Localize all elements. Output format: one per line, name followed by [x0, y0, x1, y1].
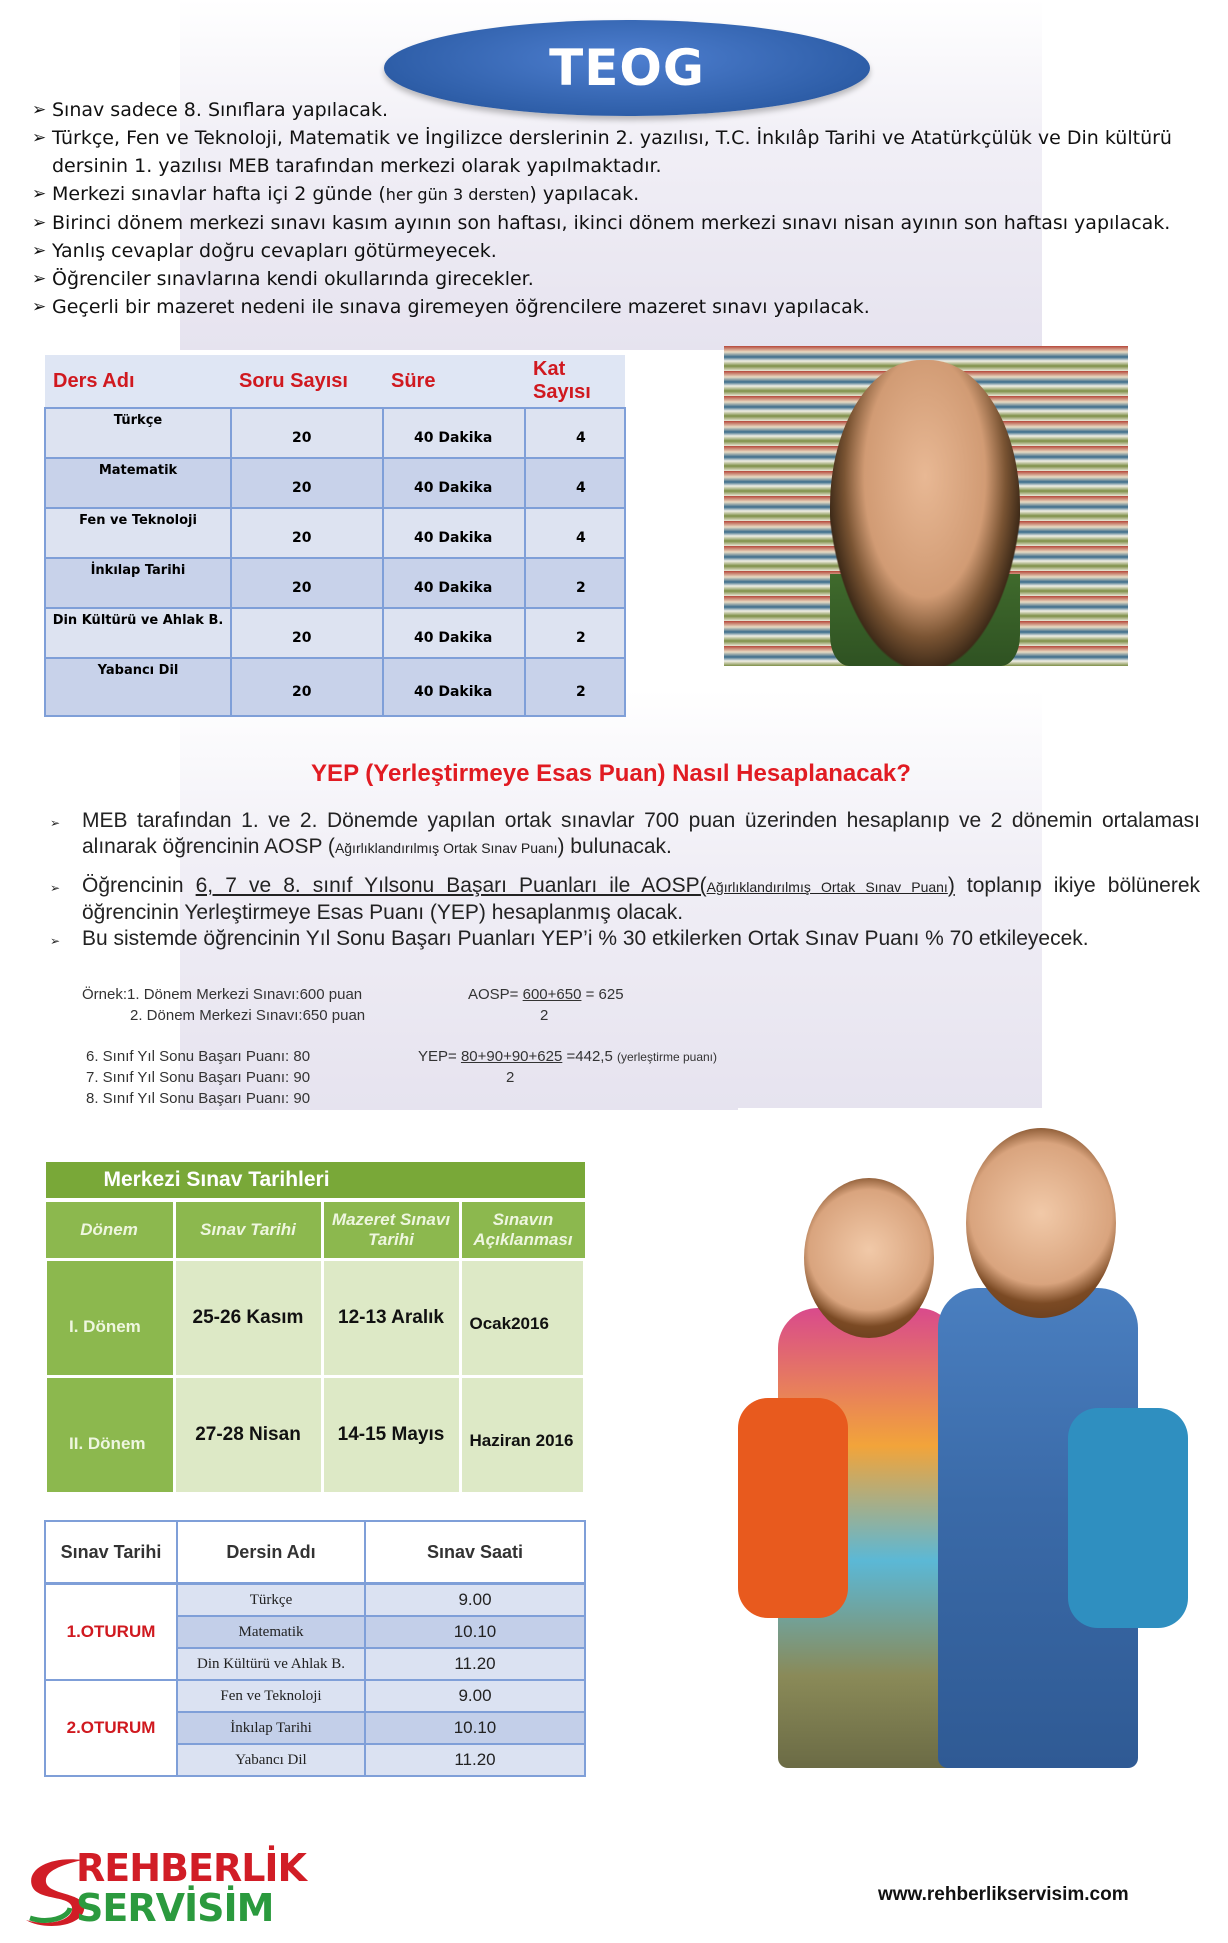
aosp-formula: AOSP= 600+650 = 625 [468, 986, 624, 1003]
course-name: Din Kültürü ve Ahlak B. [177, 1648, 365, 1680]
result-date: Haziran 2016 [460, 1377, 585, 1494]
duration: 40 Dakika [383, 608, 525, 658]
coefficient: 2 [525, 608, 625, 658]
table-row [45, 658, 625, 716]
exam-time: 9.00 [365, 1680, 585, 1712]
info-bullets [32, 96, 1202, 321]
table-row [45, 608, 625, 658]
course-name: İnkılap Tarihi [177, 1712, 365, 1744]
term-label: I. Dönem [46, 1260, 175, 1377]
header-cell: Soru Sayısı [231, 355, 383, 408]
girl-right-head [966, 1128, 1116, 1318]
student-with-books-photo [724, 346, 1128, 666]
bullet-item: ➢ Yanlış cevaplar doğru cevapları götürmeyecek. [32, 237, 1202, 265]
student-face [830, 360, 1020, 666]
aosp-denominator: 2 [540, 1007, 549, 1024]
bullet-item: ➢ Sınav sadece 8. Sınıflara yapılacak. [32, 96, 1202, 124]
header-cell: Sınav Tarihi [45, 1521, 177, 1584]
header-cell: Süre [383, 355, 525, 408]
exam-time: 11.20 [365, 1744, 585, 1776]
exam-time: 9.00 [365, 1584, 585, 1617]
yep-denominator: 2 [506, 1069, 515, 1086]
girl-left-head [804, 1178, 934, 1338]
coefficient: 2 [525, 558, 625, 608]
course-table-header [45, 355, 625, 408]
yep-paragraph: ➢ MEB tarafından 1. ve 2. Dönemde yapılan ortak sınavlar 700 puan üzerinden hesaplanıp ve 2 dönemin ortalaması alınarak öğrencinin AOSP (Ağırlıklandırılmış Ortak Sınav Puanı) bulunacak. [50, 808, 1200, 861]
logo-line-1: REHBERLİK [76, 1846, 307, 1890]
bullet-item: ➢ Öğrenciler sınavlarına kendi okullarında girecekler. [32, 265, 1202, 293]
orange-backpack [738, 1398, 848, 1618]
exam-date: 27-28 Nisan [174, 1377, 322, 1494]
course-name: Fen ve Teknoloji [45, 508, 231, 558]
header-cell: Sınavın Açıklanması [460, 1200, 585, 1260]
question-count: 20 [231, 408, 383, 458]
bullet-item: ➢ Birinci dönem merkezi sınavı kasım ayının son haftası, ikinci dönem merkezi sınavı nisan ayının son haftası yapılacak. [32, 209, 1202, 237]
course-name: Din Kültürü ve Ahlak B. [45, 608, 231, 658]
yep-paragraph: ➢ Öğrencinin 6, 7 ve 8. sınıf Yılsonu Başarı Puanları ile AOSP(Ağırlıklandırılmış Ortak Sınav Puanı) toplanıp ikiye bölünerek öğrencinin Yerleştirmeye Esas Puanı (YEP) hesaplanmış olacak. [50, 873, 1200, 926]
table-row [46, 1377, 585, 1494]
yep-paragraph: ➢ Bu sistemde öğrencinin Yıl Sonu Başarı Puanları YEP’i % 30 etkilerken Ortak Sınav Puanı % 70 etkileyecek. [50, 926, 1200, 952]
course-name: Türkçe [45, 408, 231, 458]
table-row [46, 1260, 585, 1377]
yep-explanation [50, 808, 1200, 964]
rehberlik-servisim-logo [22, 1846, 307, 1932]
duration: 40 Dakika [383, 558, 525, 608]
example-line: Örnek:1. Dönem Merkezi Sınavı:600 puan [82, 986, 363, 1003]
exam-dates-table [44, 1162, 586, 1495]
website-url: www.rehberlikservisim.com [878, 1884, 1129, 1905]
question-count: 20 [231, 458, 383, 508]
header-cell: Sınav Tarihi [174, 1200, 322, 1260]
header-cell: Kat Sayısı [525, 355, 625, 408]
bullet-item: ➢ Türkçe, Fen ve Teknoloji, Matematik ve İngilizce derslerinin 2. yazılısı, T.C. İnkılâp Tarihi ve Atatürkçülük ve Din kültürü dersinin 1. yazılısı MEB tarafından merkezi olarak yapılmaktadır. [32, 124, 1202, 180]
exam-dates-caption: Merkezi Sınav Tarihleri [46, 1162, 585, 1200]
table-row [45, 1680, 585, 1712]
duration: 40 Dakika [383, 658, 525, 716]
bullet-item: ➢ Geçerli bir mazeret nedeni ile sınava giremeyen öğrencilere mazeret sınavı yapılacak. [32, 293, 1202, 321]
coefficient: 4 [525, 458, 625, 508]
students-with-backpacks-photo [738, 1108, 1190, 1768]
exam-time: 11.20 [365, 1648, 585, 1680]
session-label: 2.OTURUM [45, 1680, 177, 1776]
course-name: Matematik [177, 1616, 365, 1648]
exam-time: 10.10 [365, 1616, 585, 1648]
course-name: Yabancı Dil [177, 1744, 365, 1776]
duration: 40 Dakika [383, 508, 525, 558]
course-name: Matematik [45, 458, 231, 508]
question-count: 20 [231, 508, 383, 558]
course-name: Türkçe [177, 1584, 365, 1617]
coefficient: 4 [525, 408, 625, 458]
table-row [45, 1584, 585, 1617]
exam-dates-header [46, 1200, 585, 1260]
duration: 40 Dakika [383, 458, 525, 508]
example-line: 2. Dönem Merkezi Sınavı:650 puan [130, 1007, 366, 1024]
grade-line: 6. Sınıf Yıl Sonu Başarı Puanı: 80 [86, 1048, 311, 1065]
coefficient: 2 [525, 658, 625, 716]
page-title: TEOG [549, 39, 705, 97]
makeup-date: 12-13 Aralık [322, 1260, 460, 1377]
duration: 40 Dakika [383, 408, 525, 458]
table-row [45, 508, 625, 558]
header-cell: Ders Adı [45, 355, 231, 408]
header-cell: Dersin Adı [177, 1521, 365, 1584]
session-label: 1.OTURUM [45, 1584, 177, 1681]
course-name: Yabancı Dil [45, 658, 231, 716]
table-row [45, 458, 625, 508]
sessions-header [45, 1521, 585, 1584]
yep-heading: YEP (Yerleştirmeye Esas Puan) Nasıl Hesaplanacak? [311, 760, 911, 787]
table-row [45, 558, 625, 608]
grade-line: 7. Sınıf Yıl Sonu Başarı Puanı: 90 [86, 1069, 311, 1086]
question-count: 20 [231, 608, 383, 658]
header-cell: Sınav Saati [365, 1521, 585, 1584]
logo-line-2: SERVİSİM [76, 1886, 274, 1930]
result-date: Ocak2016 [460, 1260, 585, 1377]
header-cell: Mazeret Sınavı Tarihi [322, 1200, 460, 1260]
term-label: II. Dönem [46, 1377, 175, 1494]
bullet-item: ➢ Merkezi sınavlar hafta içi 2 günde (her gün 3 dersten) yapılacak. [32, 180, 1202, 209]
coefficient: 4 [525, 508, 625, 558]
course-name: Fen ve Teknoloji [177, 1680, 365, 1712]
exam-sessions-table [44, 1520, 586, 1777]
question-count: 20 [231, 558, 383, 608]
exam-date: 25-26 Kasım [174, 1260, 322, 1377]
grade-line: 8. Sınıf Yıl Sonu Başarı Puanı: 90 [86, 1090, 311, 1107]
course-name: İnkılap Tarihi [45, 558, 231, 608]
course-table [44, 355, 626, 717]
blue-backpack [1068, 1408, 1188, 1628]
exam-time: 10.10 [365, 1712, 585, 1744]
header-cell: Dönem [46, 1200, 175, 1260]
makeup-date: 14-15 Mayıs [322, 1377, 460, 1494]
question-count: 20 [231, 658, 383, 716]
yep-formula: YEP= 80+90+90+625 =442,5 (yerleştirme puanı) [418, 1048, 717, 1065]
table-row [45, 408, 625, 458]
